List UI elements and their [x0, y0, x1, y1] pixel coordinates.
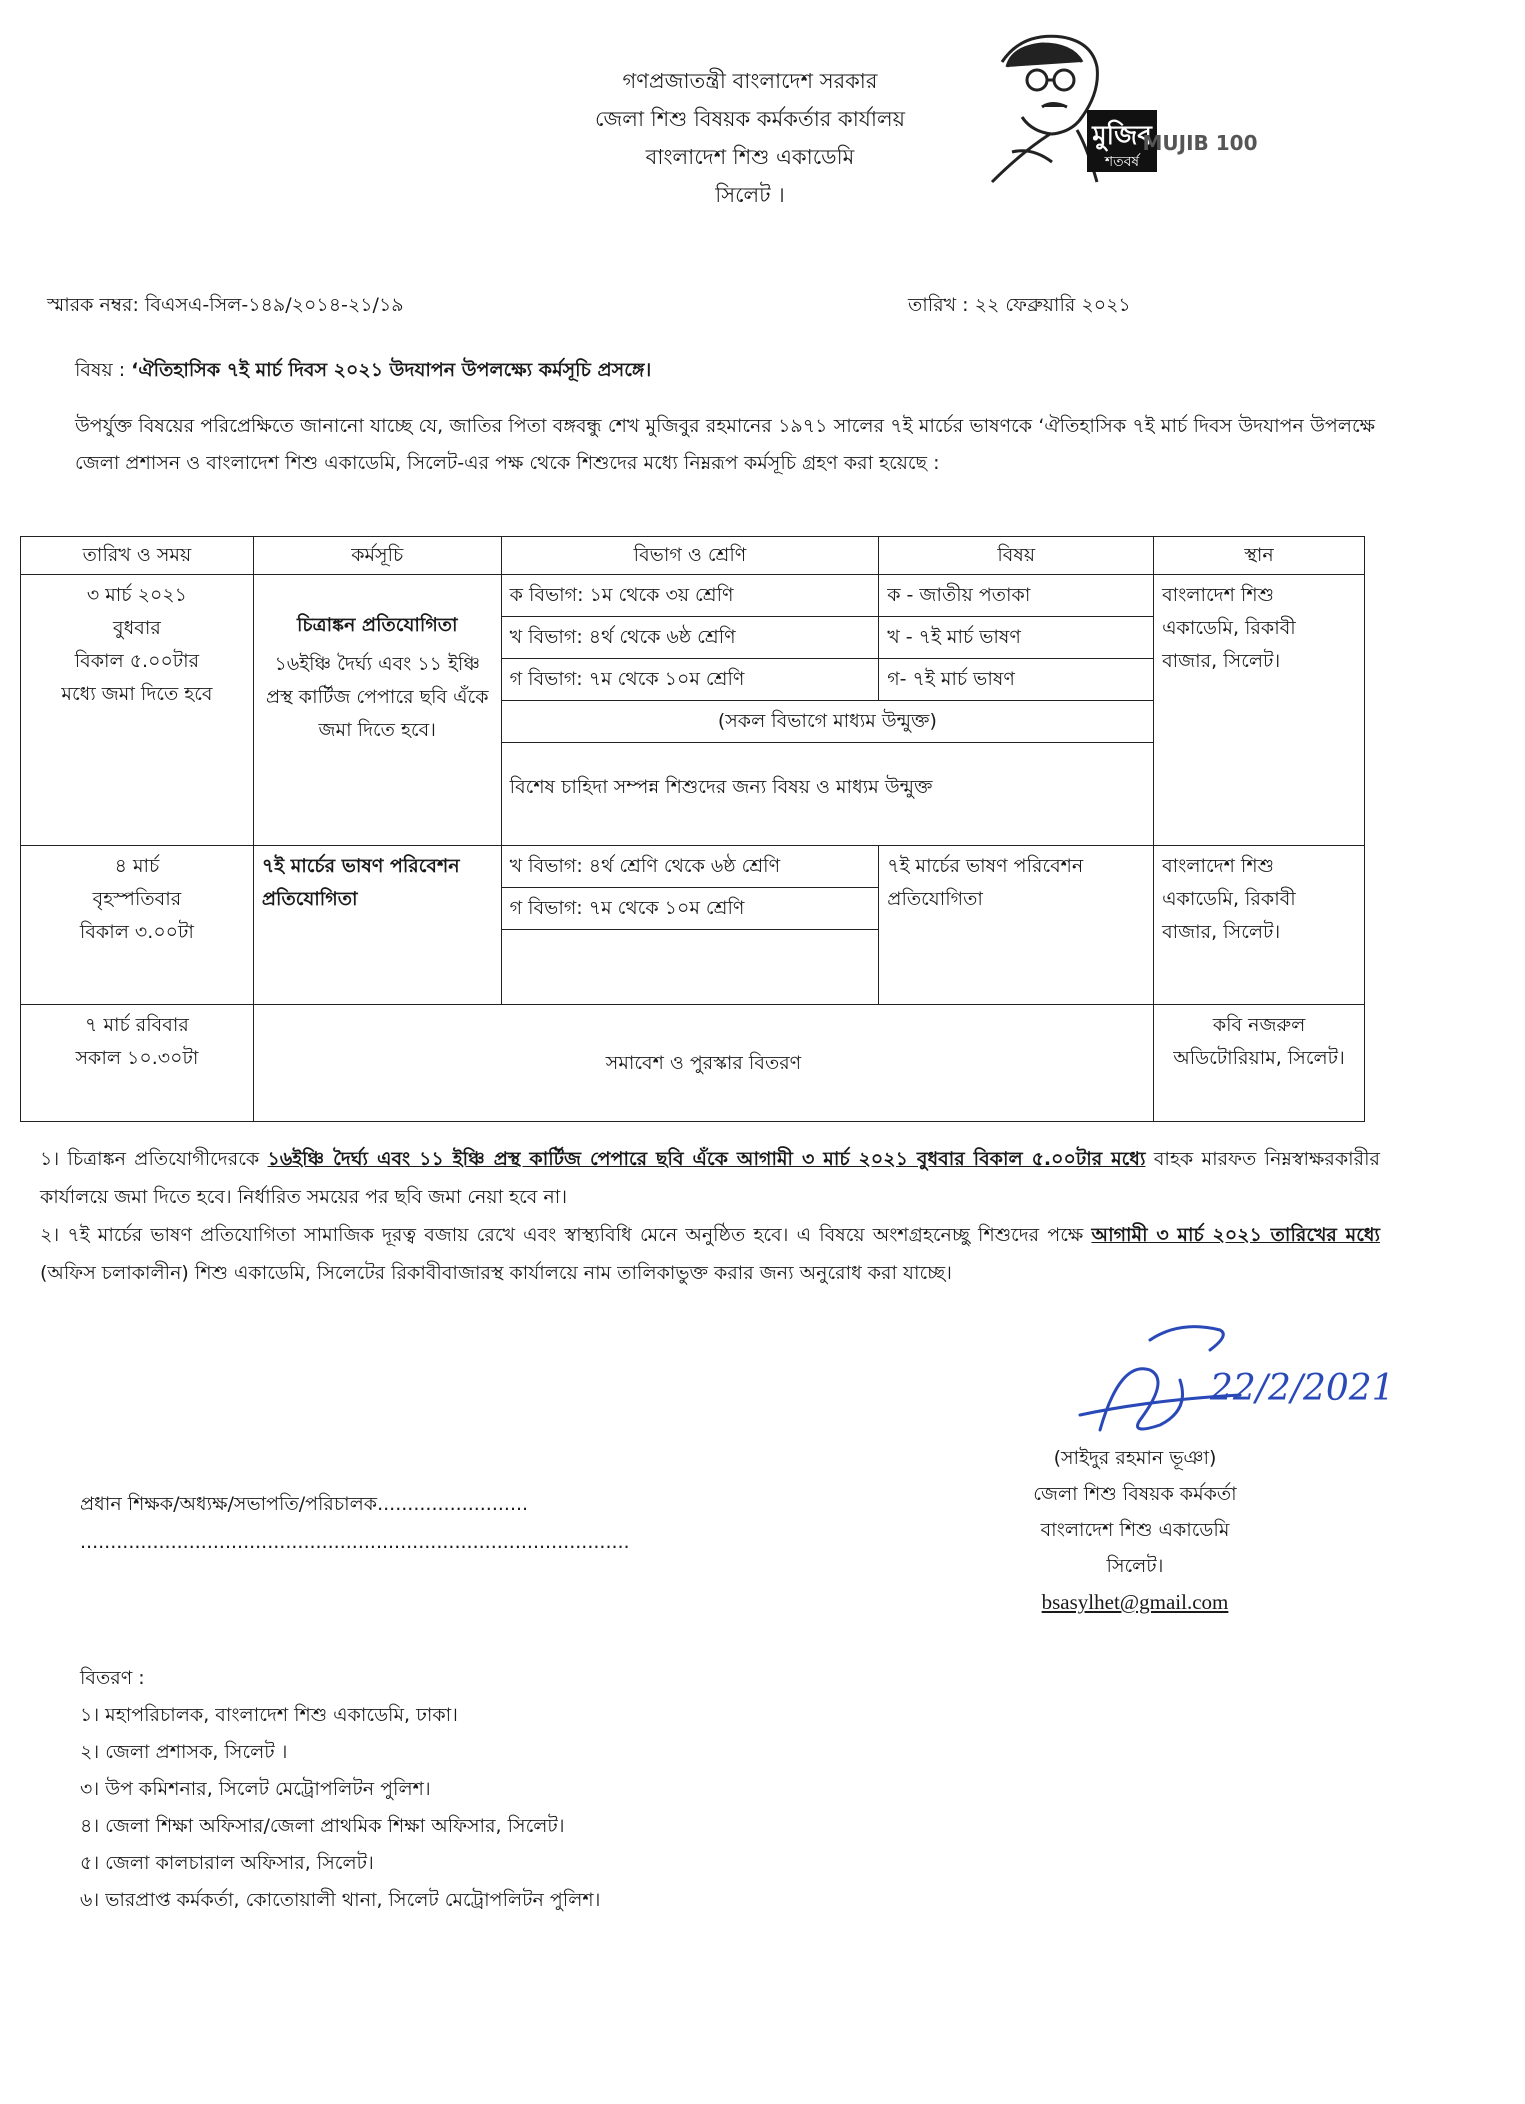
signature-date: 22/2/2021 [1210, 1368, 1395, 1409]
signature-block [985, 1440, 1285, 1620]
header-line-government: গণপ্রজাতন্ত্রী বাংলাদেশ সরকার [622, 69, 878, 93]
header-line-city: সিলেট । [715, 183, 785, 207]
row1-group-ka: ক বিভাগ: ১ম থেকে ৩য় শ্রেণি [502, 575, 879, 617]
portrait-sketch-icon [992, 36, 1097, 182]
recipient-dotted-line: ........................................................................................... [80, 1531, 630, 1553]
row1-date-line: ৩ মার্চ ২০২১ [86, 584, 187, 606]
signatory-designation: জেলা শিশু বিষয়ক কর্মকর্তা [1033, 1483, 1237, 1505]
header-line-academy: বাংলাদেশ শিশু একাডেমি [645, 145, 855, 169]
row2-time-line: বিকাল ৩.০০টা [79, 921, 194, 943]
signatory-city: সিলেট। [1106, 1555, 1164, 1577]
signatory-name: (সাইদুর রহমান ভূঞা) [1053, 1447, 1217, 1469]
memo-date: তারিখ : ২২ ফেব্রুয়ারি ২০২১ [908, 294, 1131, 316]
row1-programme [253, 575, 501, 846]
table-row [21, 846, 1365, 1005]
row2-group-kha: খ বিভাগ: ৪র্থ শ্রেণি থেকে ৬ষ্ঠ শ্রেণি [502, 846, 879, 888]
subject-text: ‘ঐতিহাসিক ৭ই মার্চ দিবস ২০২১ উদযাপন উপলক্ষ্যে কর্মসূচি প্রসঙ্গে। [131, 359, 652, 381]
row2-date [21, 846, 254, 1005]
subject-label: বিষয় : [75, 359, 126, 381]
distribution-label: বিতরণ : [80, 1667, 145, 1689]
table-row [21, 1005, 1365, 1122]
row3-time-line: সকাল ১০.৩০টা [75, 1047, 199, 1069]
row1-group-ga: গ বিভাগ: ৭ম থেকে ১০ম শ্রেণি [502, 659, 879, 701]
programme-table [20, 536, 1365, 1122]
table-row [21, 575, 1365, 846]
row1-date [21, 575, 254, 846]
note-2-lead: ৭ই মার্চের ভাষণ প্রতিযোগিতা সামাজিক দূরত্ব বজায় রেখে এবং স্বাস্থ্যবিধি মেনে অনুষ্ঠিত হবে। এ বিষয়ে অংশগ্রহনেচ্ছু শিশুদের পক্ষে [67, 1224, 1092, 1246]
row1-day-line: বুধবার [113, 617, 161, 639]
row1-topic-ga: গ- ৭ই মার্চ ভাষণ [879, 659, 1153, 701]
row1-topic-ka: ক - জাতীয় পতাকা [879, 575, 1153, 617]
recipient-block [80, 1485, 630, 1561]
row2-day-line: বৃহস্পতিবার [92, 888, 182, 910]
logo-bangla-subtext: শতবর্ষ [1104, 154, 1140, 170]
note-2-tail: (অফিস চলাকালীন) শিশু একাডেমি, সিলেটের রিকাবীবাজারস্থ কার্যালয়ে নাম তালিকাভুক্ত করার জন্য অনুরোধ করা যাচ্ছে। [40, 1262, 952, 1284]
row3-venue: কবি নজরুল অডিটোরিয়াম, সিলেট। [1154, 1005, 1365, 1122]
list-item [502, 617, 1153, 659]
row2-groups-table [502, 846, 879, 930]
row1-groups-table [502, 575, 1153, 831]
row3-programme: সমাবেশ ও পুরস্কার বিতরণ [253, 1005, 1153, 1122]
row2-groups-cell [501, 846, 879, 1005]
note-1 [40, 1140, 1380, 1216]
header-programme: কর্মসূচি [253, 537, 501, 575]
list-item: ৪। জেলা শিক্ষা অফিসার/জেলা প্রাথমিক শিক্ষা অফিসার, সিলেট। [80, 1815, 565, 1837]
signatory-email-link[interactable]: bsasylhet@gmail.com [1041, 1590, 1229, 1614]
signatory-organization: বাংলাদেশ শিশু একাডেমি [1040, 1519, 1230, 1541]
row1-topic-kha: খ - ৭ই মার্চ ভাষণ [879, 617, 1153, 659]
row1-time-line: বিকাল ৫.০০টার [74, 650, 200, 672]
row3-date [21, 1005, 254, 1122]
header-line-office: জেলা শিশু বিষয়ক কর্মকর্তার কার্যালয় [594, 107, 906, 131]
list-item [502, 575, 1153, 617]
list-item [502, 659, 1153, 701]
note-2 [40, 1216, 1380, 1292]
list-item: ২। জেলা প্রশাসক, সিলেট । [80, 1741, 288, 1763]
row2-topic: ৭ই মার্চের ভাষণ পরিবেশন প্রতিযোগিতা [879, 846, 1154, 1005]
header-date-time: তারিখ ও সময় [21, 537, 254, 575]
note-1-emphasis: ১৬ইঞ্চি দৈর্ঘ্য এবং ১১ ইঞ্চি প্রস্থ কার্টিজ পেপারে ছবি এঁকে আগামী ৩ মার্চ ২০২১ বুধবার বিকাল ৫.০০টার মধ্যে [267, 1148, 1146, 1170]
list-item: ৬। ভারপ্রাপ্ত কর্মকর্তা, কোতোয়ালী থানা, সিলেট মেট্রোপলিটন পুলিশ। [80, 1889, 601, 1911]
row1-programme-title: চিত্রাঙ্কন প্রতিযোগিতা [296, 614, 458, 636]
intro-paragraph: উপর্যুক্ত বিষয়ের পরিপ্রেক্ষিতে জানানো যাচ্ছে যে, জাতির পিতা বঙ্গবন্ধু শেখ মুজিবুর রহমানের ১৯৭১ সালের ৭ই মার্চের ভাষণকে ‘ঐতিহাসিক ৭ই মার্চ দিবস উদযাপন উপলক্ষে জেলা প্রশাসন ও বাংলাদেশ শিশু একাডেমি, সিলেট-এর পক্ষ থেকে শিশুদের মধ্যে নিম্নরূপ কর্মসূচি গ্রহণ করা হয়েছে : [75, 415, 1375, 474]
note-2-number: ২। [40, 1224, 60, 1246]
row2-group-ga: গ বিভাগ: ৭ম থেকে ১০ম শ্রেণি [502, 888, 879, 930]
handwritten-signature [1020, 1320, 1440, 1460]
table-header-row [21, 537, 1365, 575]
note-1-tail: বাহক মারফত নিম্নস্বাক্ষরকারীর কার্যালয়ে জমা দিতে হবে। নির্ধারিত সময়ের পর ছবি জমা নেয়া হবে না। [40, 1148, 1380, 1208]
row1-venue: বাংলাদেশ শিশু একাডেমি, রিকাবী বাজার, সিলেট। [1154, 575, 1365, 846]
header-venue: স্থান [1154, 537, 1365, 575]
note-2-emphasis: আগামী ৩ মার্চ ২০২১ তারিখের মধ্যে [1091, 1224, 1380, 1246]
row2-programme: ৭ই মার্চের ভাষণ পরিবেশন প্রতিযোগিতা [253, 846, 501, 1005]
row1-groups-cell [501, 575, 1153, 846]
recipient-line: প্রধান শিক্ষক/অধ্যক্ষ/সভাপতি/পরিচালক......................... [80, 1493, 529, 1515]
row2-date-line: ৪ মার্চ [114, 855, 160, 877]
header-topic: বিষয় [879, 537, 1154, 575]
list-item: ৫। জেলা কালচারাল অফিসার, সিলেট। [80, 1852, 374, 1874]
row3-date-line: ৭ মার্চ রবিবার [85, 1014, 189, 1036]
list-item: ৩। উপ কমিশনার, সিলেট মেট্রোপলিটন পুলিশ। [80, 1778, 431, 1800]
distribution-list [80, 1660, 600, 1919]
memo-number: স্মারক নম্বর: বিএসএ-সিল-১৪৯/২০১৪-২১/১৯ [47, 294, 404, 316]
note-1-lead: চিত্রাঙ্কন প্রতিযোগীদেরকে [67, 1148, 268, 1170]
subject-line [75, 356, 651, 388]
row1-group-kha: খ বিভাগ: ৪র্থ থেকে ৬ষ্ঠ শ্রেণি [502, 617, 879, 659]
logo-mark-text: MUJIB 100 [1142, 131, 1258, 155]
row1-deadline-line: মধ্যে জমা দিতে হবে [61, 683, 213, 705]
row1-medium-note: (সকল বিভাগে মাধ্যম উন্মুক্ত) [502, 701, 1153, 743]
note-1-number: ১। [40, 1148, 60, 1170]
logo-bangla-text: মুজিব [1092, 121, 1152, 151]
row1-special-note: বিশেষ চাহিদা সম্পন্ন শিশুদের জন্য বিষয় ও মাধ্যম উন্মুক্ত [502, 743, 1153, 832]
row2-venue: বাংলাদেশ শিশু একাডেমি, রিকাবী বাজার, সিলেট। [1154, 846, 1365, 1005]
header-group-class: বিভাগ ও শ্রেণি [501, 537, 879, 575]
row1-programme-desc: ১৬ইঞ্চি দৈর্ঘ্য এবং ১১ ইঞ্চি প্রস্থ কার্টিজ পেপারে ছবি এঁকে জমা দিতে হবে। [266, 653, 489, 741]
mujib-100-logo [982, 22, 1258, 182]
list-item: ১। মহাপরিচালক, বাংলাদেশ শিশু একাডেমি, ঢাকা। [80, 1704, 458, 1726]
